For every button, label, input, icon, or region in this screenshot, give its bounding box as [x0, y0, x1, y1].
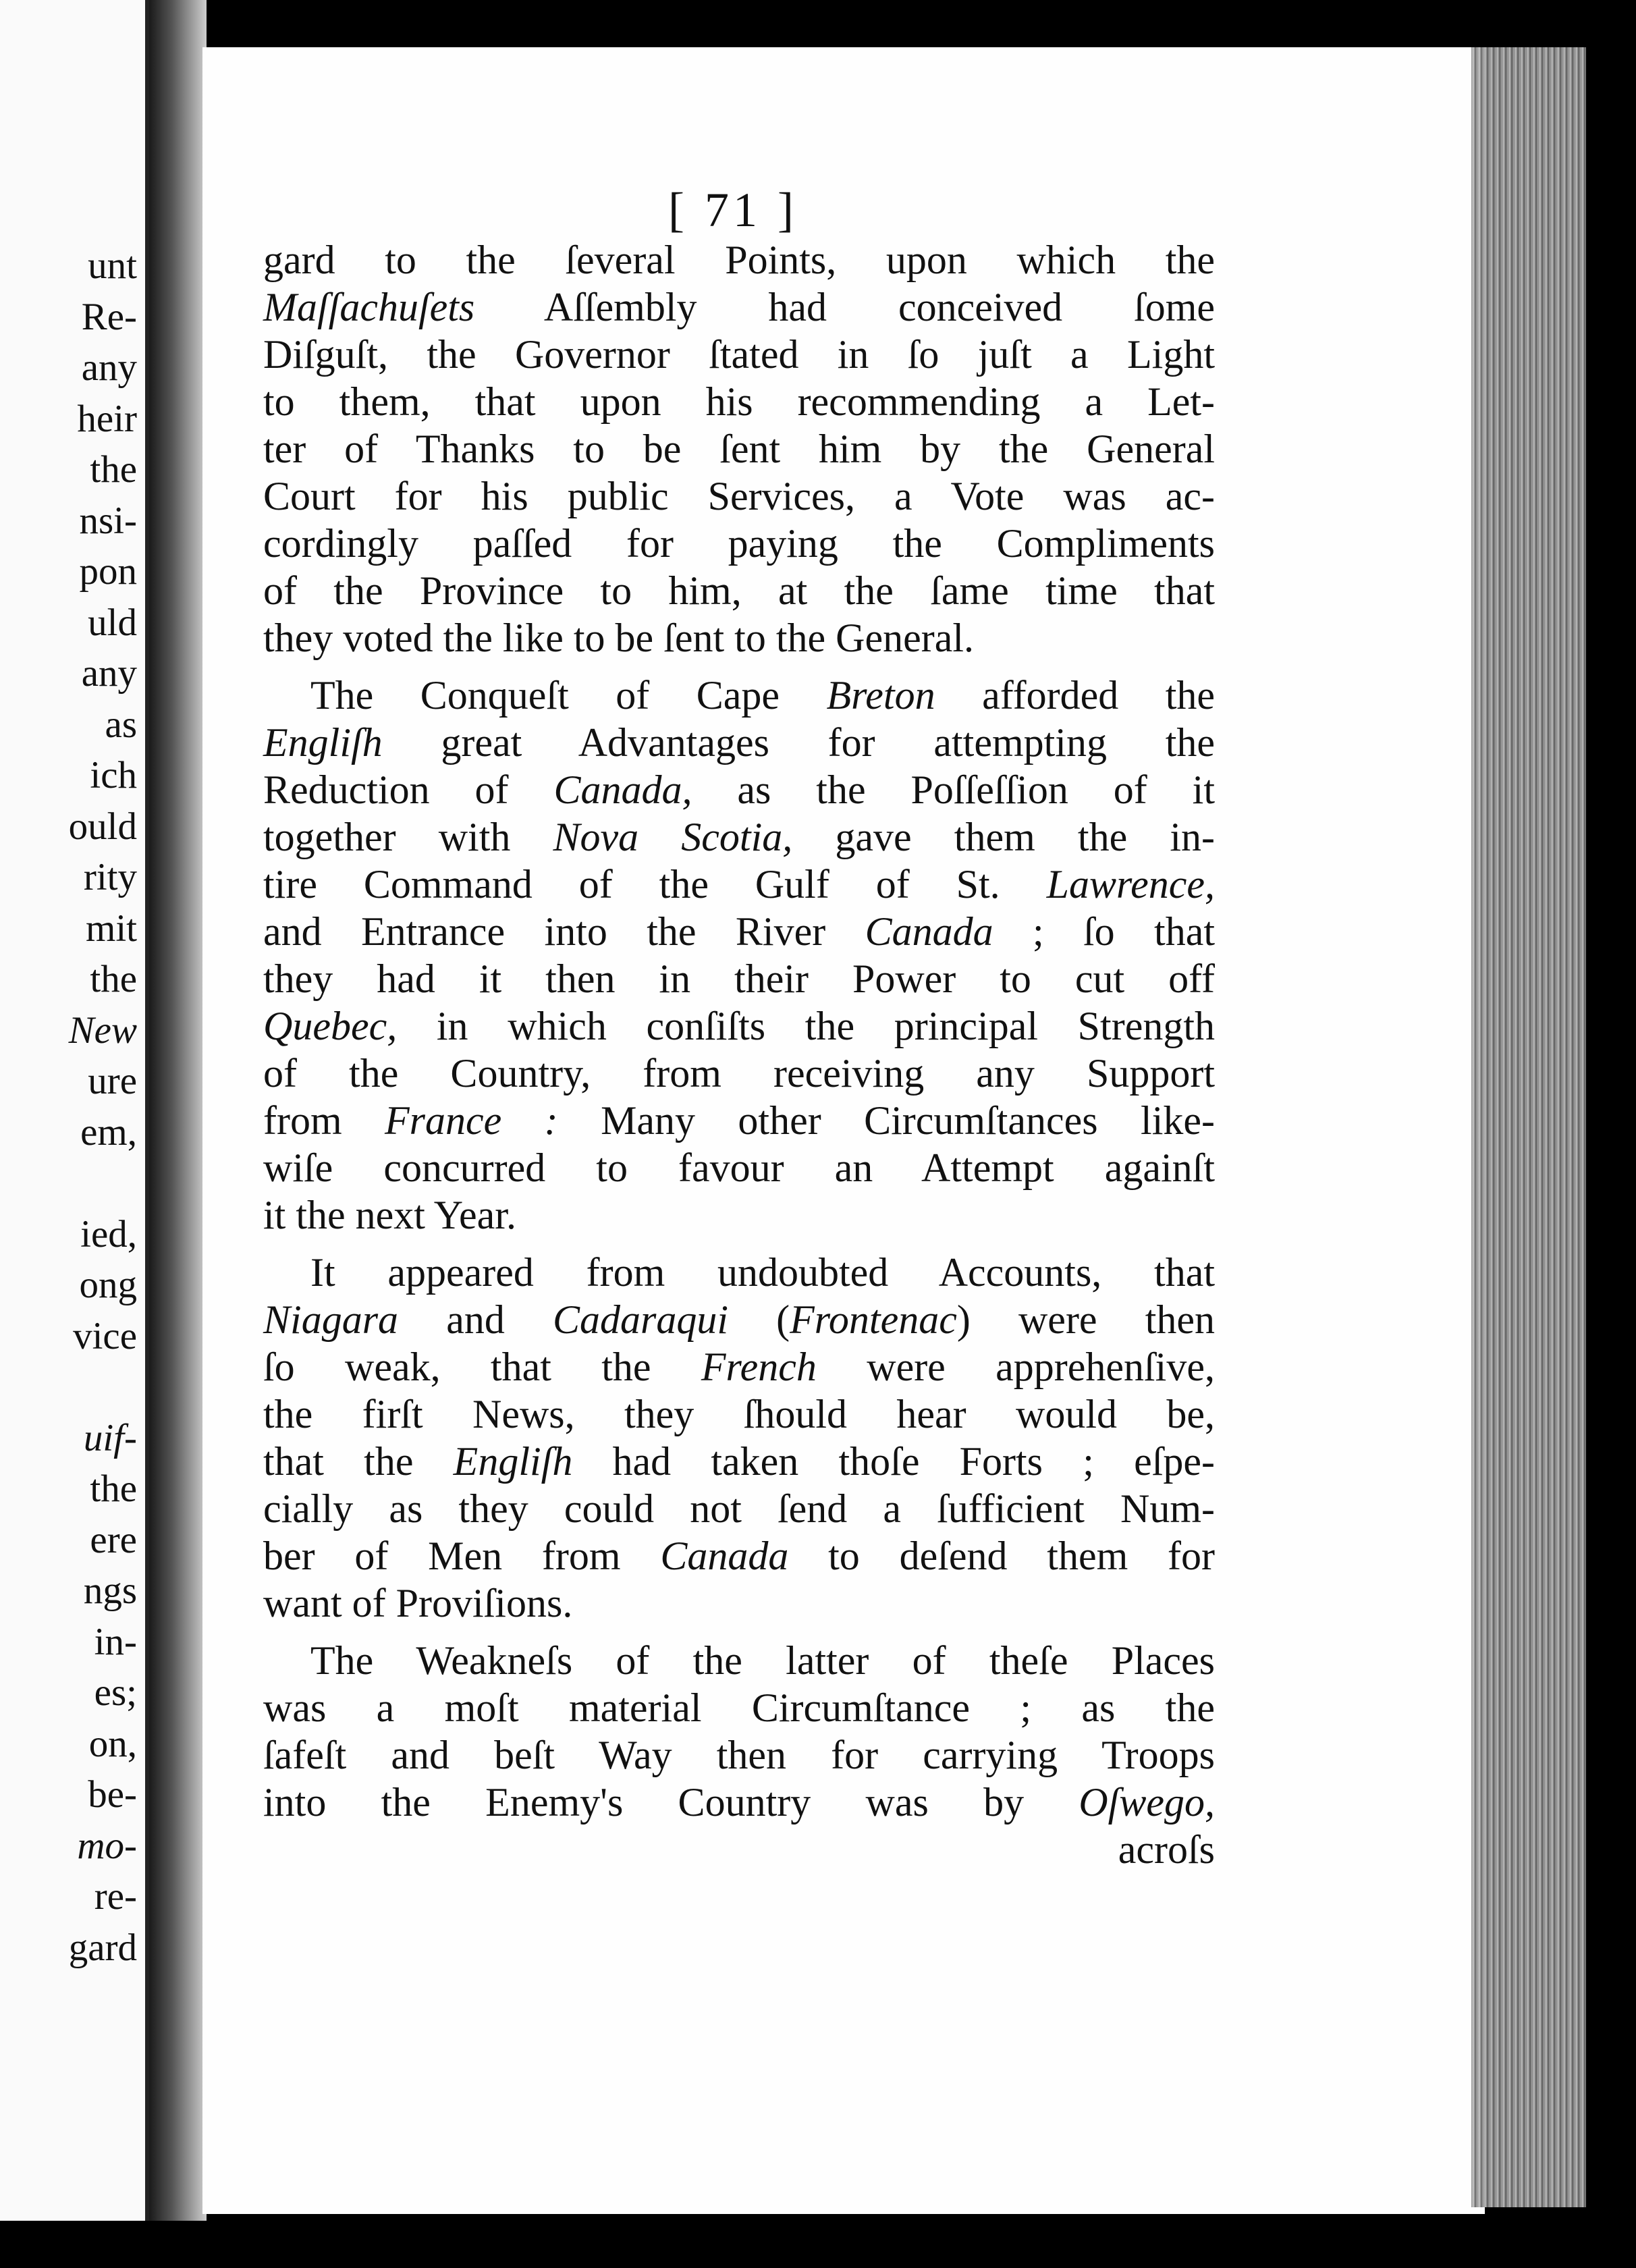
italic-text: Canada, [553, 767, 692, 812]
text-run: that the [263, 1439, 454, 1484]
text-line [263, 672, 1215, 719]
text-line [263, 331, 1215, 378]
text-line [263, 1296, 1215, 1343]
text-run: want of Proviſions. [263, 1581, 573, 1625]
italic-text: Canada [865, 909, 993, 954]
text-run: gave them the in- [792, 815, 1215, 859]
text-line [263, 908, 1215, 955]
text-run: they had it then in their Power to cut off [263, 956, 1215, 1001]
text-run: as the Poſſeſſion of it [692, 767, 1215, 812]
left-page-fragment: uif- [83, 1416, 137, 1459]
text-run: of the Province to him, at the ſame time that [263, 568, 1215, 613]
text-run: The Conqueſt of Cape [310, 673, 827, 718]
text-line [263, 1637, 1215, 1684]
text-run: were apprehenſive, [816, 1345, 1215, 1389]
text-run: ſafeſt and beſt Way then for carrying Troops [263, 1733, 1215, 1777]
text-line [263, 473, 1215, 520]
text-line [263, 284, 1215, 331]
left-page-fragment: heir [77, 397, 137, 440]
left-page-fragment: rity [83, 856, 137, 898]
left-page-fragment: ould [68, 805, 137, 848]
text-run: Court for his public Services, a Vote was ac- [263, 474, 1215, 518]
text-run: Aſſembly had conceived ſome [474, 285, 1215, 329]
text-line [263, 520, 1215, 567]
left-page-fragment: ngs [83, 1569, 137, 1612]
text-run: from [263, 1098, 385, 1143]
text-run: cially as they could not ſend a ſufficient Num- [263, 1486, 1215, 1531]
page-edges [1471, 47, 1586, 2207]
left-page-fragment: ere [90, 1518, 137, 1561]
left-page-fragment: re- [94, 1875, 137, 1918]
text-line [263, 567, 1215, 614]
left-page-fragment: unt [88, 244, 137, 287]
text-line [263, 861, 1215, 908]
text-line [263, 1050, 1215, 1097]
left-page-fragment: Re- [81, 295, 137, 338]
text-line [263, 1249, 1215, 1296]
italic-text: French [701, 1345, 817, 1389]
text-line [263, 766, 1215, 813]
text-run: together with [263, 815, 553, 859]
text-line [263, 1002, 1215, 1050]
italic-text: Engliſh [453, 1439, 573, 1484]
text-run: acroſs [1118, 1827, 1215, 1872]
text-run: to them, that upon his recommending a Let- [263, 379, 1215, 424]
text-run: the firſt News, they ſhould hear would be, [263, 1392, 1215, 1436]
text-run: great Advantages for attempting the [382, 720, 1215, 765]
left-page-fragment: nsi- [79, 499, 137, 542]
text-run: ter of Thanks to be ſent him by the General [263, 427, 1215, 471]
italic-text: Canada [660, 1534, 789, 1578]
italic-text: Breton [826, 673, 935, 718]
text-run: ber of Men from [263, 1534, 661, 1578]
left-page-fragment: in- [94, 1620, 137, 1663]
text-line [263, 955, 1215, 1002]
left-page-fragment: the [90, 1467, 137, 1510]
text-line [263, 1684, 1215, 1731]
left-page-fragment: be- [88, 1773, 137, 1816]
text-run: The Weakneſs of the latter of theſe Places [310, 1638, 1215, 1683]
left-page-fragment: ure [88, 1060, 137, 1102]
text-run: Reduction of [263, 767, 554, 812]
italic-text: France : [385, 1098, 558, 1143]
text-run: and Entrance into the River [263, 909, 865, 954]
text-run: in which conſiſts the principal Strength [397, 1004, 1215, 1048]
left-page-fragment: pon [79, 550, 137, 593]
italic-text: Engliſh [263, 720, 383, 765]
italic-text: Lawrence, [1046, 862, 1215, 907]
left-page-fragment: mit [85, 907, 137, 950]
text-line [263, 614, 1215, 662]
text-run: of the Country, from receiving any Support [263, 1051, 1215, 1096]
left-facing-page [0, 0, 149, 2221]
text-run: ( [728, 1297, 790, 1342]
text-run: ſo weak, that the [263, 1345, 701, 1389]
left-page-fragment: ich [90, 754, 137, 796]
text-line [263, 1731, 1215, 1779]
left-page-fragment: uld [88, 601, 137, 644]
left-page-fragment: any [81, 652, 137, 695]
text-run: had taken thoſe Forts ; eſpe- [572, 1439, 1215, 1484]
text-line [263, 1779, 1215, 1826]
left-page-fragment: New [68, 1008, 137, 1052]
text-line [263, 1532, 1215, 1580]
left-page-fragment: the [90, 958, 137, 1000]
text-line [263, 425, 1215, 473]
left-page-fragment: the [90, 448, 137, 491]
text-run: to deſend them for [788, 1534, 1215, 1578]
left-page-fragment: vice [73, 1314, 137, 1357]
text-line [263, 1580, 1215, 1627]
text-run: it the next Year. [263, 1193, 516, 1237]
text-run: Diſguſt, the Governor ſtated in ſo juſt a Light [263, 332, 1215, 377]
text-line [263, 719, 1215, 766]
italic-text: Nova Scotia, [553, 815, 793, 859]
page-number: [ 71 ] [668, 183, 798, 237]
text-line [263, 813, 1215, 861]
text-line [263, 1097, 1215, 1144]
text-run: afforded the [935, 673, 1215, 718]
book-gutter [149, 0, 207, 2221]
text-run: Many other Circumſtances like- [557, 1098, 1215, 1143]
text-run: into the Enemy's Country was by [263, 1780, 1079, 1825]
text-line [263, 236, 1215, 284]
text-run: cordingly paſſed for paying the Compliments [263, 521, 1215, 566]
left-page-fragment: mo- [77, 1824, 137, 1867]
left-page-fragment: em, [80, 1110, 137, 1154]
italic-text: Maſſachuſets [263, 285, 475, 329]
left-page-fragment: ied, [80, 1212, 137, 1256]
italic-text: Cadaraqui [552, 1297, 729, 1342]
text-run: ; ſo that [993, 909, 1216, 954]
text-run: tire Command of the Gulf of St. [263, 862, 1047, 907]
text-line [263, 1826, 1215, 1873]
scan-border [0, 2221, 1636, 2268]
text-line [263, 1144, 1215, 1191]
left-page-fragment: es; [94, 1671, 137, 1714]
text-run: gard to the ſeveral Points, upon which the [263, 238, 1215, 282]
italic-text: Oſwego, [1079, 1780, 1215, 1825]
left-page-fragment: ong [79, 1264, 137, 1306]
text-line [263, 1343, 1215, 1390]
text-run: they voted the like to be ſent to the General. [263, 616, 974, 660]
text-line [263, 378, 1215, 425]
text-line [263, 1485, 1215, 1532]
left-page-fragment: any [81, 346, 137, 389]
left-page-fragment: as [105, 703, 137, 746]
left-page-fragment: gard [68, 1926, 137, 1969]
text-run: was a moſt material Circumſtance ; as the [263, 1685, 1215, 1730]
text-line [263, 1390, 1215, 1438]
italic-text: Niagara [263, 1297, 399, 1342]
text-run: It appeared from undoubted Accounts, that [310, 1250, 1215, 1295]
text-run: ) were then [956, 1297, 1215, 1342]
italic-text: Quebec, [263, 1004, 398, 1048]
text-line [263, 1438, 1215, 1485]
left-page-fragment: on, [88, 1722, 137, 1765]
italic-text: Frontenac [790, 1297, 957, 1342]
text-run: and [398, 1297, 553, 1342]
text-line [263, 1191, 1215, 1239]
text-run: wiſe concurred to favour an Attempt againſt [263, 1145, 1215, 1190]
